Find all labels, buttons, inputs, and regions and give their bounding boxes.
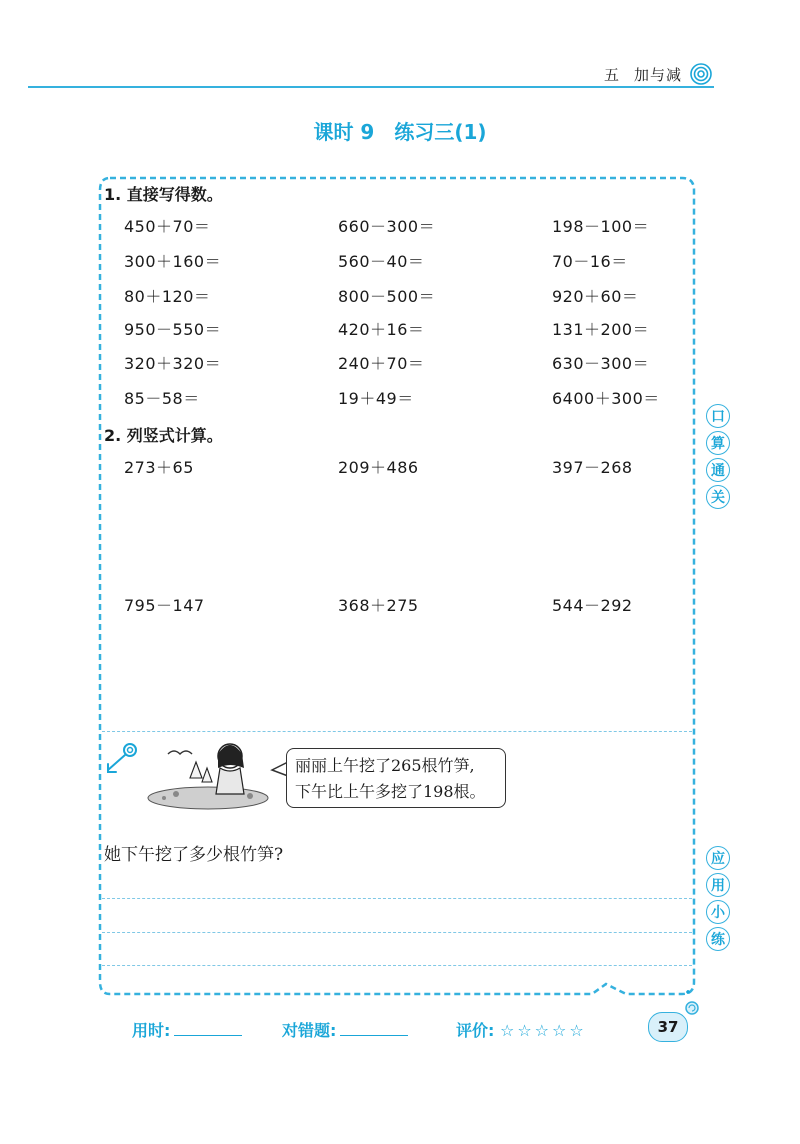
unit-title: 加与减 <box>634 66 683 84</box>
vertical-calc-problem: 795－147 <box>124 596 205 615</box>
error-count-blank[interactable] <box>340 1021 408 1036</box>
tab-char: 小 <box>706 900 730 924</box>
tab-char: 用 <box>706 873 730 897</box>
oral-problem: 19＋49＝ <box>338 389 414 408</box>
speech-bubble <box>286 748 506 808</box>
section1-heading: 1. 直接写得数。 <box>104 185 223 204</box>
section-divider <box>102 731 692 732</box>
page-number: 37 <box>648 1012 688 1042</box>
oral-problem: 131＋200＝ <box>552 320 650 339</box>
tab-char: 关 <box>706 485 730 509</box>
time-used-blank[interactable] <box>174 1021 242 1036</box>
word-problem-question: 她下午挖了多少根竹笋? <box>104 845 284 865</box>
side-tab-application <box>706 846 732 954</box>
unit-header <box>604 64 682 85</box>
answer-line[interactable] <box>102 932 692 933</box>
oral-problem: 300＋160＝ <box>124 252 222 271</box>
tab-char: 练 <box>706 927 730 951</box>
page-title <box>0 116 800 145</box>
oral-problem: 800－500＝ <box>338 287 436 306</box>
vertical-calc-problem: 273＋65 <box>124 458 194 477</box>
spiral-icon <box>690 63 712 85</box>
answer-line[interactable] <box>102 965 692 966</box>
rating-field <box>456 1018 587 1041</box>
vertical-calc-problem: 368＋275 <box>338 596 419 615</box>
oral-problem: 85－58＝ <box>124 389 200 408</box>
oral-problem: 80＋120＝ <box>124 287 211 306</box>
tab-char: 口 <box>706 404 730 428</box>
vertical-calc-problem: 544－292 <box>552 596 633 615</box>
magnifier-icon <box>102 740 142 780</box>
oral-problem: 660－300＝ <box>338 217 436 236</box>
girl-digging-illustration <box>146 738 282 814</box>
unit-number: 五 <box>604 66 621 84</box>
oral-problem: 630－300＝ <box>552 354 650 373</box>
rating-label: 评价: <box>456 1021 495 1040</box>
lesson-number: 课时 9 <box>313 120 375 144</box>
oral-problem: 950－550＝ <box>124 320 222 339</box>
tab-char: 算 <box>706 431 730 455</box>
oral-problem: 560－40＝ <box>338 252 425 271</box>
oral-problem: 320＋320＝ <box>124 354 222 373</box>
side-tab-oral-calc <box>706 404 732 512</box>
oral-problem: 198－100＝ <box>552 217 650 236</box>
time-used-label: 用时: <box>132 1021 171 1040</box>
lesson-topic: 练习三(1) <box>394 120 487 144</box>
error-count-field <box>282 1018 408 1041</box>
oral-problem: 240＋70＝ <box>338 354 425 373</box>
oral-problem: 920＋60＝ <box>552 287 639 306</box>
bubble-line: 丽丽上午挖了265根竹笋, <box>295 756 475 775</box>
oral-problem: 450＋70＝ <box>124 217 211 236</box>
answer-line[interactable] <box>102 898 692 899</box>
vertical-calc-problem: 397－268 <box>552 458 633 477</box>
oral-problem: 70－16＝ <box>552 252 628 271</box>
section2-heading: 2. 列竖式计算。 <box>104 426 223 445</box>
bubble-line: 下午比上午多挖了198根。 <box>295 782 486 801</box>
oral-problem: 6400＋300＝ <box>552 389 660 408</box>
tab-char: 通 <box>706 458 730 482</box>
oral-problem: 420＋16＝ <box>338 320 425 339</box>
rating-stars[interactable]: ☆☆☆☆☆ <box>499 1021 587 1040</box>
vertical-calc-problem: 209＋486 <box>338 458 419 477</box>
time-used-field <box>132 1018 242 1041</box>
error-count-label: 对错题: <box>282 1021 337 1040</box>
tab-char: 应 <box>706 846 730 870</box>
header-divider <box>28 86 714 88</box>
